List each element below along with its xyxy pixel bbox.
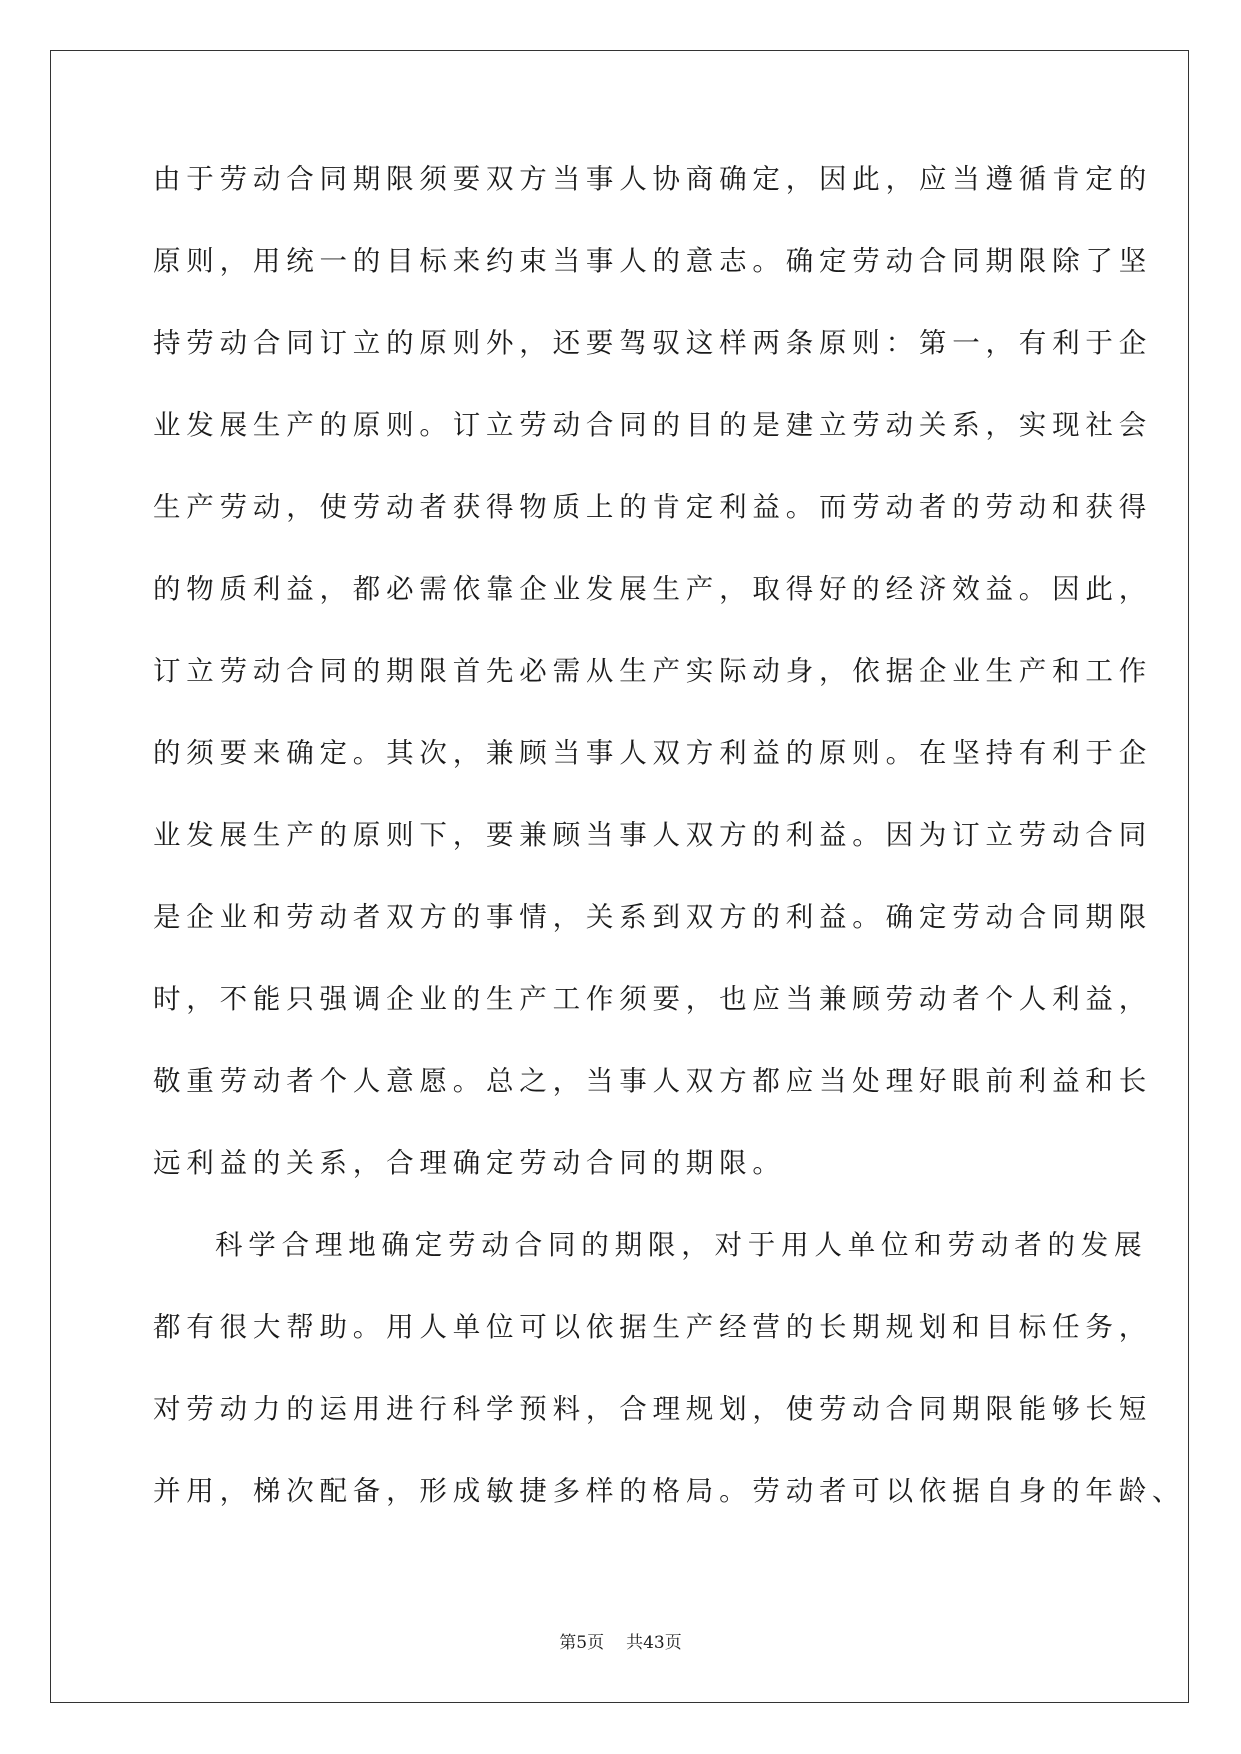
text-line: 由于劳动合同期限须要双方当事人协商确定，因此，应当遵循肯定的 [153, 163, 1152, 195]
text-line: 持劳动合同订立的原则外，还要驾驭这样两条原则：第一，有利于企 [153, 327, 1152, 359]
text-line: 敬重劳动者个人意愿。总之，当事人双方都应当处理好眼前利益和长 [153, 1065, 1152, 1097]
text-line: 远利益的关系，合理确定劳动合同的期限。 [153, 1147, 786, 1179]
text-line: 生产劳动，使劳动者获得物质上的肯定利益。而劳动者的劳动和获得 [153, 491, 1152, 523]
page-footer [0, 1628, 1241, 1653]
paragraph-2 [153, 1228, 1186, 1556]
text-line: 时，不能只强调企业的生产工作须要，也应当兼顾劳动者个人利益， [153, 983, 1152, 1015]
page-number: 第5页 [559, 1633, 605, 1653]
text-line: 并用，梯次配备，形成敏捷多样的格局。劳动者可以依据自身的年龄、 [153, 1475, 1186, 1507]
text-line: 订立劳动合同的期限首先必需从生产实际动身，依据企业生产和工作 [153, 655, 1152, 687]
text-line: 业发展生产的原则。订立劳动合同的目的是建立劳动关系，实现社会 [153, 409, 1152, 441]
text-line: 的物质利益，都必需依靠企业发展生产，取得好的经济效益。因此， [153, 573, 1152, 605]
page-total: 共43页 [626, 1633, 682, 1653]
text-line: 科学合理地确定劳动合同的期限，对于用人单位和劳动者的发展 [215, 1229, 1148, 1261]
text-line: 都有很大帮助。用人单位可以依据生产经营的长期规划和目标任务， [153, 1311, 1152, 1343]
text-line: 是企业和劳动者双方的事情，关系到双方的利益。确定劳动合同期限 [153, 901, 1152, 933]
text-line: 的须要来确定。其次，兼顾当事人双方利益的原则。在坚持有利于企 [153, 737, 1152, 769]
paragraph-1 [153, 162, 1152, 1228]
text-line: 对劳动力的运用进行科学预料，合理规划，使劳动合同期限能够长短 [153, 1393, 1152, 1425]
text-line: 业发展生产的原则下，要兼顾当事人双方的利益。因为订立劳动合同 [153, 819, 1152, 851]
text-line: 原则，用统一的目标来约束当事人的意志。确定劳动合同期限除了坚 [153, 245, 1152, 277]
document-body [153, 162, 1186, 1556]
